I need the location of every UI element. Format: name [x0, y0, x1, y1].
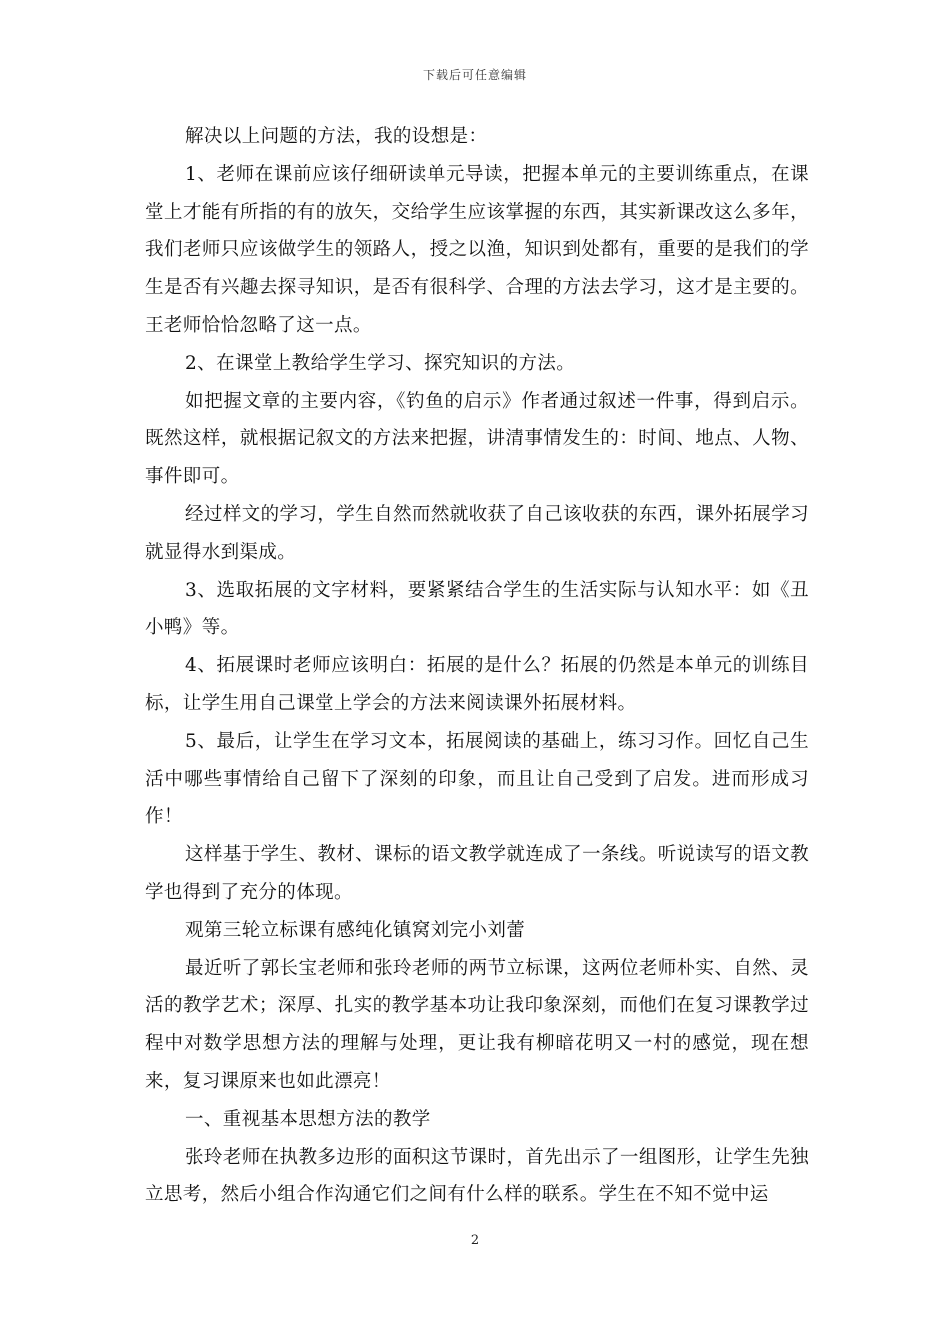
page-number: 2	[470, 1233, 480, 1248]
paragraph: 3、选取拓展的文字材料，要紧紧结合学生的生活实际与认知水平：如《丑小鸭》等。	[145, 579, 809, 639]
section-heading: 一、重视基本思想方法的教学	[185, 1108, 431, 1130]
paragraph: 最近听了郭长宝老师和张玲老师的两节立标课，这两位老师朴实、自然、灵活的教学艺术；深厚、扎实的教学基本功让我印象深刻，而他们在复习课教学过程中对数学思想方法的理解与处理，更让我有柳暗花明又一村的感觉，现在想来，复习课原来也如此漂亮！	[145, 957, 809, 1092]
paragraph: 4、拓展课时老师应该明白：拓展的是什么？拓展的仍然是本单元的训练目标，让学生用自己课堂上学会的方法来阅读课外拓展材料。	[145, 655, 809, 714]
header-note: 下载后可任意编辑	[422, 68, 527, 82]
paragraph: 1、老师在课前应该仔细研读单元导读，把握本单元的主要训练重点，在课堂上才能有所指的有的放矢，交给学生应该掌握的东西，其实新课改这么多年，我们老师只应该做学生的领路人，授之以渔，知识到处都有，重要的是我们的学生是否有兴趣去探寻知识，是否有很科学、合理的方法去学习，这才是主要的。王老师恰恰忽略了这一点。	[145, 163, 809, 336]
document-body	[145, 118, 809, 1214]
paragraph: 5、最后，让学生在学习文本，拓展阅读的基础上，练习习作。回忆自己生活中哪些事情给自己留下了深刻的印象，而且让自己受到了启发。进而形成习作！	[145, 730, 809, 828]
paragraph: 张玲老师在执教多边形的面积这节课时，首先出示了一组图形，让学生先独立思考，然后小组合作沟通它们之间有什么样的联系。学生在不知不觉中运	[145, 1146, 809, 1206]
paragraph: 解决以上问题的方法，我的设想是：	[185, 126, 488, 147]
article-title: 观第三轮立标课有感纯化镇窝刘完小刘蕾	[185, 919, 526, 941]
paragraph: 如把握文章的主要内容，《钓鱼的启示》作者通过叙述一件事，得到启示。既然这样，就根据记叙文的方法来把握，讲清事情发生的：时间、地点、人物、事件即可。	[145, 390, 809, 488]
paragraph: 这样基于学生、教材、课标的语文教学就连成了一条线。听说读写的语文教学也得到了充分的体现。	[145, 844, 809, 903]
paragraph: 2、在课堂上教给学生学习、探究知识的方法。	[185, 352, 576, 374]
paragraph: 经过样文的学习，学生自然而然就收获了自己该收获的东西，课外拓展学习就显得水到渠成。	[145, 503, 809, 563]
